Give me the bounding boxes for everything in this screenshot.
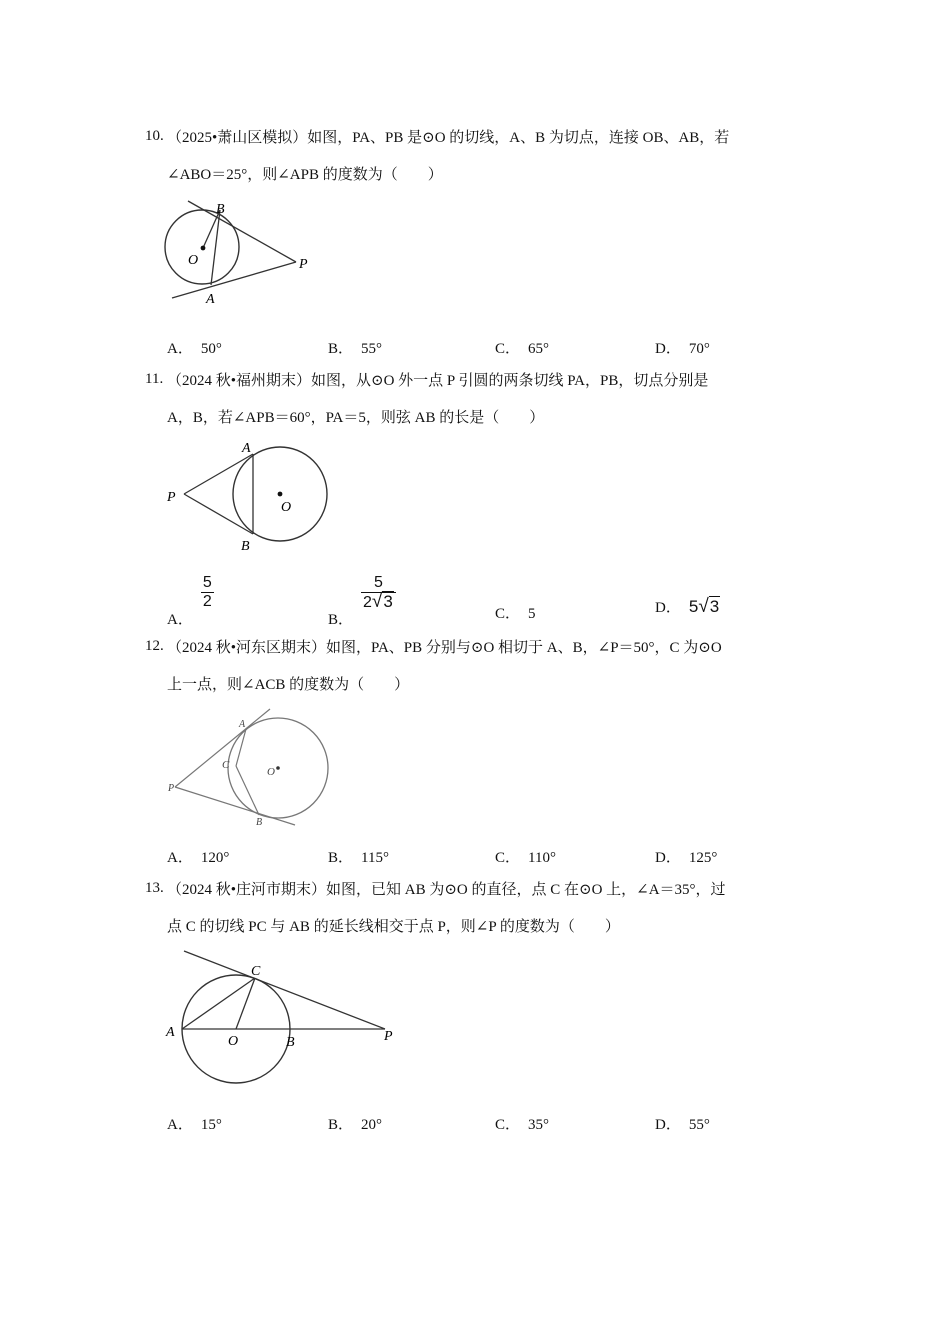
question-text-line2: A，B，若∠APB＝60°，PA＝5，则弦 AB 的长是（ ） <box>167 410 545 426</box>
fraction-with-root: $\frac{5}{2√3}$ <box>361 574 396 612</box>
option-c[interactable]: C． 35° <box>495 1117 550 1133</box>
question-text-line1: （2025•萧山区模拟）如图，PA、PB 是⊙O 的切线，A、B 为切点，连接 OB、AB，若 <box>167 130 730 146</box>
option-d[interactable]: D． 70° <box>655 341 710 357</box>
option-c[interactable]: C． 5 <box>495 606 536 622</box>
question-number: 10. <box>145 128 164 144</box>
center-dot <box>278 492 283 497</box>
label-o: O <box>188 253 199 268</box>
figure-q11 <box>160 433 335 558</box>
option-b[interactable]: B． $\frac{5}{2√3}$ <box>328 574 396 612</box>
label-a: A <box>166 1025 175 1040</box>
label-p: P <box>384 1029 393 1044</box>
label-a: A <box>242 441 251 456</box>
question-text-line2: 点 C 的切线 PC 与 AB 的延长线相交于点 P，则∠P 的度数为（ ） <box>167 919 620 935</box>
question-text-line2: ∠ABO＝25°，则∠APB 的度数为（ ） <box>167 167 443 183</box>
option-b[interactable]: B． 20° <box>328 1117 383 1133</box>
option-d[interactable]: D． 5√3 <box>655 596 720 617</box>
option-d[interactable]: D． 125° <box>655 850 718 866</box>
center-dot <box>276 766 280 770</box>
question-text-line2: 上一点，则∠ACB 的度数为（ ） <box>167 677 410 693</box>
tangent-pc <box>184 951 385 1029</box>
tangent-pb <box>188 201 296 262</box>
label-b: B <box>256 817 263 828</box>
label-o: O <box>281 500 292 515</box>
option-c[interactable]: C． 110° <box>495 850 556 866</box>
question-text-line1: （2024 秋•河东区期末）如图，PA、PB 分别与⊙O 相切于 A、B，∠P＝50°，C 为⊙O <box>167 640 722 656</box>
option-d[interactable]: D． 55° <box>655 1117 710 1133</box>
option-b[interactable]: B． 55° <box>328 341 383 357</box>
label-b: B <box>241 539 250 554</box>
fraction: $\frac{5}{2}$ <box>202 574 212 610</box>
option-a[interactable]: A． 15° <box>167 1117 222 1133</box>
label-c: C <box>251 964 261 979</box>
label-a: A <box>206 292 215 307</box>
question-text-line1: （2024 秋•庄河市期末）如图，已知 AB 为⊙O 的直径，点 C 在⊙O 上，∠A＝35°，过 <box>167 882 726 898</box>
label-c: C <box>222 759 230 771</box>
option-c[interactable]: C． 65° <box>495 341 550 357</box>
radical: 5√3 <box>688 596 720 617</box>
tangent-pb <box>184 494 253 534</box>
tangent-pa <box>175 709 270 787</box>
option-a[interactable]: A． 50° <box>167 341 222 357</box>
question-number: 12. <box>145 638 164 654</box>
radius-oc <box>236 978 255 1029</box>
option-b[interactable]: B． 115° <box>328 850 389 866</box>
label-p: P <box>299 257 308 272</box>
label-o: O <box>267 766 275 778</box>
tangent-pa <box>184 454 253 494</box>
question-text-line1: （2024 秋•福州期末）如图，从⊙O 外一点 P 引圆的两条切线 PA，PB，切点分别是 <box>167 373 709 389</box>
label-p: P <box>167 490 176 505</box>
label-b: B <box>286 1035 295 1050</box>
figure-q13 <box>160 945 405 1090</box>
option-a[interactable]: A． 120° <box>167 850 230 866</box>
question-number: 13. <box>145 880 164 896</box>
chord-ac <box>182 978 255 1029</box>
figure-q12 <box>160 705 340 830</box>
center-dot <box>201 246 206 251</box>
label-a: A <box>239 719 246 730</box>
option-a[interactable]: A． $\frac{5}{2}$ <box>167 574 212 628</box>
label-o: O <box>228 1034 239 1049</box>
question-number: 11. <box>145 371 164 387</box>
figure-q10 <box>160 195 330 310</box>
label-p: P <box>168 783 175 794</box>
label-b: B <box>216 202 225 217</box>
